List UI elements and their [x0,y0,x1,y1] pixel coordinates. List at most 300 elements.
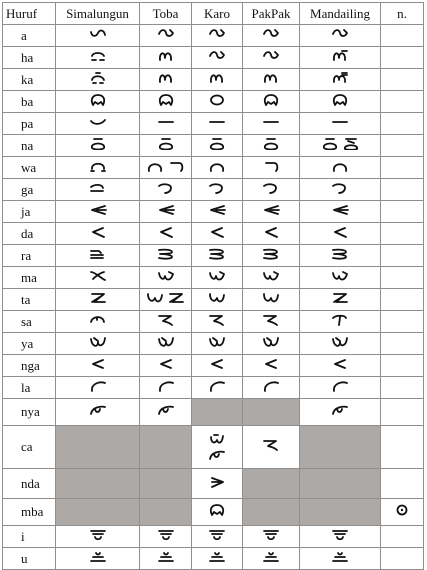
cell-simalungun [56,355,140,377]
cell-simalungun [56,333,140,355]
cell-karo [192,245,243,267]
letter-name: ka [3,69,56,91]
cell-n [381,399,424,426]
glyph-group [208,28,226,40]
letter-name: da [3,223,56,245]
glyph-group [157,404,175,416]
cell-n [381,499,424,526]
cell-pakpak [243,179,300,201]
glyph-ma [157,270,175,282]
glyph-ga [331,182,349,194]
cell-mandailing [300,245,381,267]
letter-name: na [3,135,56,157]
glyph-na [157,138,175,150]
glyph-sa [262,314,280,326]
glyph-group [89,248,107,260]
cell-n [381,25,424,47]
glyph-ha-std [157,72,175,84]
letter-name: nya [3,399,56,426]
glyph-group [331,204,349,216]
glyph-group [331,226,349,238]
glyph-group [208,226,226,238]
header-toba: Toba [140,3,192,25]
glyph-group [208,138,226,150]
table-row-nya [3,399,424,426]
glyph-group [262,380,280,392]
glyph-ka-sim [89,72,107,84]
cell-mandailing [300,157,381,179]
glyph-ga [262,182,280,194]
glyph-ha-mand [331,50,349,62]
cell-karo [192,355,243,377]
glyph-ma [262,270,280,282]
glyph-nya [331,404,349,416]
glyph-pa [331,116,349,128]
glyph-group [331,380,349,392]
cell-toba [140,69,192,91]
glyph-group [89,138,107,150]
glyph-group [208,270,226,282]
table-row-ya [3,333,424,355]
glyph-group [262,358,280,370]
letter-name: ma [3,267,56,289]
cell-karo [192,377,243,399]
glyph-da [262,226,280,238]
glyph-group [208,50,226,62]
cell-mandailing [300,267,381,289]
glyph-group [157,248,175,260]
glyph-ga [157,182,175,194]
cell-karo-unavailable [192,399,243,426]
cell-simalungun [56,157,140,179]
cell-simalungun [56,201,140,223]
table-row-nda [3,469,424,499]
cell-n [381,157,424,179]
cell-n [381,179,424,201]
glyph-ma-sim [89,270,107,282]
glyph-la [89,380,107,392]
glyph-i [208,529,226,541]
glyph-ja [262,204,280,216]
glyph-ga-sim [89,182,107,194]
cell-karo [192,69,243,91]
table-row-ga [3,179,424,201]
glyph-group [157,28,175,40]
cell-pakpak [243,91,300,113]
glyph-group [157,182,175,194]
cell-karo [192,91,243,113]
glyph-group [157,270,175,282]
cell-toba [140,311,192,333]
cell-n [381,355,424,377]
letter-name: ja [3,201,56,223]
glyph-ta-x [331,292,349,304]
glyph-pa [157,116,175,128]
header-row [3,3,424,25]
cell-toba [140,355,192,377]
glyph-na [89,138,107,150]
glyph-group [208,476,226,488]
cell-karo [192,201,243,223]
glyph-group [262,292,280,304]
glyph-nga [157,358,175,370]
letter-name: u [3,548,56,570]
cell-toba-unavailable [140,426,192,469]
glyph-group [262,182,280,194]
glyph-na [321,138,339,150]
cell-simalungun-unavailable [56,499,140,526]
cell-n [381,223,424,245]
letter-name: pa [3,113,56,135]
letter-name: mba [3,499,56,526]
glyph-sa-mand [331,314,349,326]
glyph-group [208,72,226,84]
cell-pakpak [243,377,300,399]
glyph-group [157,226,175,238]
letter-name: nda [3,469,56,499]
glyph-group [331,404,349,416]
cell-mandailing [300,526,381,548]
glyph-group [331,336,349,348]
cell-pakpak [243,311,300,333]
glyph-i [331,529,349,541]
glyph-group [89,336,107,348]
glyph-nda [208,476,226,488]
glyph-da [89,226,107,238]
table-row-wa [3,157,424,179]
glyph-group [89,116,107,128]
cell-toba [140,25,192,47]
glyph-u [208,551,226,563]
cell-toba [140,91,192,113]
cell-n [381,113,424,135]
header-n: n. [381,3,424,25]
glyph-group [208,160,226,172]
cell-karo [192,333,243,355]
glyph-ta-sa [208,292,226,304]
table-row-a [3,25,424,47]
cell-toba-unavailable [140,499,192,526]
header-pakpak: PakPak [243,3,300,25]
cell-pakpak [243,426,300,469]
cell-toba [140,377,192,399]
glyph-a-std [208,50,226,62]
glyph-ja [208,204,226,216]
cell-toba [140,113,192,135]
glyph-group [262,314,280,326]
cell-toba [140,135,192,157]
cell-mandailing [300,377,381,399]
cell-toba [140,289,192,311]
letter-name: nga [3,355,56,377]
glyph-ma [331,270,349,282]
glyph-group [89,270,107,282]
glyph-group [331,72,349,84]
glyph-group [157,314,175,326]
glyph-group [157,204,175,216]
glyph-group [208,116,226,128]
glyph-group [331,28,349,40]
glyph-ra [157,248,175,260]
table-row-da [3,223,424,245]
glyph-group [321,138,360,150]
cell-pakpak [243,267,300,289]
cell-pakpak [243,47,300,69]
cell-toba [140,47,192,69]
cell-mandailing [300,548,381,570]
header-huruf: Huruf [3,3,56,25]
glyph-mba-n [393,504,411,516]
glyph-group [262,160,280,172]
cell-pakpak-unavailable [243,399,300,426]
glyph-group [262,138,280,150]
cell-toba [140,526,192,548]
cell-karo [192,47,243,69]
glyph-ha-std [262,72,280,84]
glyph-ja [331,204,349,216]
glyph-group [89,182,107,194]
cell-simalungun [56,289,140,311]
glyph-ra [208,248,226,260]
glyph-ya [262,336,280,348]
glyph-group [262,248,280,260]
glyph-pa [208,116,226,128]
glyph-group [208,248,226,260]
glyph-group [331,248,349,260]
cell-n [381,548,424,570]
glyph-nga [262,358,280,370]
cell-pakpak [243,113,300,135]
cell-mandailing [300,113,381,135]
batak-script-comparison-sheet [2,2,424,570]
glyph-da [208,226,226,238]
glyph-wa [146,160,164,172]
glyph-group [208,314,226,326]
glyph-group [208,551,226,563]
glyph-pa-sim [89,116,107,128]
cell-simalungun [56,245,140,267]
cell-toba [140,223,192,245]
cell-simalungun [56,179,140,201]
cell-toba [140,201,192,223]
cell-pakpak-unavailable [243,499,300,526]
glyph-a-std [157,28,175,40]
cell-simalungun [56,113,140,135]
glyph-group [157,72,175,84]
cell-n [381,377,424,399]
glyph-group [393,504,411,516]
glyph-da [331,226,349,238]
glyph-group [331,314,349,326]
glyph-u [262,551,280,563]
cell-mandailing [300,333,381,355]
glyph-group [89,28,107,40]
cell-pakpak [243,201,300,223]
glyph-sa [208,314,226,326]
cell-toba [140,333,192,355]
cell-karo [192,548,243,570]
glyph-group [208,434,226,461]
glyph-ba [208,504,226,516]
glyph-group [331,116,349,128]
glyph-group [262,551,280,563]
letter-name: wa [3,157,56,179]
glyph-ba [89,94,107,106]
cell-toba [140,548,192,570]
letter-name: a [3,25,56,47]
glyph-group [262,226,280,238]
table-body [3,25,424,570]
glyph-sa-sim [89,314,107,326]
glyph-group [146,292,185,304]
glyph-ta-x [89,292,107,304]
glyph-group [262,204,280,216]
glyph-ja [157,204,175,216]
table-row-ba [3,91,424,113]
cell-toba-unavailable [140,469,192,499]
glyph-ca-karo-2 [208,449,226,461]
cell-toba [140,157,192,179]
glyph-group [157,380,175,392]
glyph-group [262,529,280,541]
glyph-ra [331,248,349,260]
cell-mandailing [300,91,381,113]
glyph-sa [157,314,175,326]
glyph-ba [262,94,280,106]
glyph-ka-mand [331,72,349,84]
cell-pakpak [243,223,300,245]
glyph-group [262,50,280,62]
glyph-group [157,358,175,370]
glyph-ta-sa [146,292,164,304]
glyph-wa-hook [262,160,280,172]
cell-mandailing [300,289,381,311]
glyph-ha-sim [89,50,107,62]
cell-simalungun-unavailable [56,426,140,469]
batak-script-table [2,2,424,570]
glyph-ba-karo [208,94,226,106]
cell-mandailing [300,311,381,333]
glyph-a-std [331,28,349,40]
glyph-la [157,380,175,392]
cell-simalungun [56,223,140,245]
glyph-wa-hook [167,160,185,172]
glyph-nya [89,404,107,416]
glyph-group [89,358,107,370]
letter-name: ra [3,245,56,267]
glyph-group [157,50,175,62]
cell-n [381,201,424,223]
header-karo: Karo [192,3,243,25]
cell-pakpak [243,25,300,47]
glyph-group [208,336,226,348]
cell-mandailing [300,179,381,201]
glyph-ya [89,336,107,348]
cell-mandailing [300,25,381,47]
glyph-group [331,94,349,106]
glyph-ca-pak [262,439,280,451]
letter-name: sa [3,311,56,333]
glyph-group [157,94,175,106]
glyph-group [262,270,280,282]
table-row-ma [3,267,424,289]
cell-pakpak [243,289,300,311]
table-row-na [3,135,424,157]
cell-n [381,91,424,113]
table-row-ja [3,201,424,223]
cell-mandailing [300,201,381,223]
cell-pakpak [243,135,300,157]
cell-karo [192,135,243,157]
letter-name: la [3,377,56,399]
glyph-ra [262,248,280,260]
glyph-na [262,138,280,150]
cell-simalungun [56,399,140,426]
glyph-group [331,50,349,62]
cell-n [381,69,424,91]
letter-name: ya [3,333,56,355]
cell-simalungun [56,267,140,289]
cell-n [381,245,424,267]
glyph-i [157,529,175,541]
glyph-group [331,182,349,194]
table-row-u [3,548,424,570]
glyph-ba [157,94,175,106]
letter-name: ta [3,289,56,311]
glyph-ya [208,336,226,348]
cell-karo [192,499,243,526]
glyph-ya [157,336,175,348]
glyph-group [157,336,175,348]
glyph-group [157,529,175,541]
glyph-nga [331,358,349,370]
glyph-u [331,551,349,563]
glyph-wa-sim [89,160,107,172]
table-row-ca [3,426,424,469]
glyph-ta-sa [262,292,280,304]
glyph-group [157,551,175,563]
cell-toba [140,399,192,426]
table-row-pa [3,113,424,135]
letter-name: ga [3,179,56,201]
glyph-group [89,380,107,392]
glyph-group [157,138,175,150]
glyph-group [89,551,107,563]
glyph-group [208,504,226,516]
cell-simalungun [56,377,140,399]
table-row-ka [3,69,424,91]
glyph-u [89,551,107,563]
glyph-group [331,160,349,172]
glyph-la [208,380,226,392]
glyph-ga [208,182,226,194]
glyph-la [262,380,280,392]
table-row-sa [3,311,424,333]
glyph-group [208,358,226,370]
glyph-group [262,116,280,128]
cell-pakpak [243,355,300,377]
glyph-a-std [262,50,280,62]
cell-n [381,135,424,157]
cell-mandailing-unavailable [300,426,381,469]
table-row-i [3,526,424,548]
header-simalungun: Simalungun [56,3,140,25]
glyph-ha-std [208,72,226,84]
glyph-la [331,380,349,392]
cell-karo [192,223,243,245]
cell-karo [192,526,243,548]
glyph-group [89,160,107,172]
